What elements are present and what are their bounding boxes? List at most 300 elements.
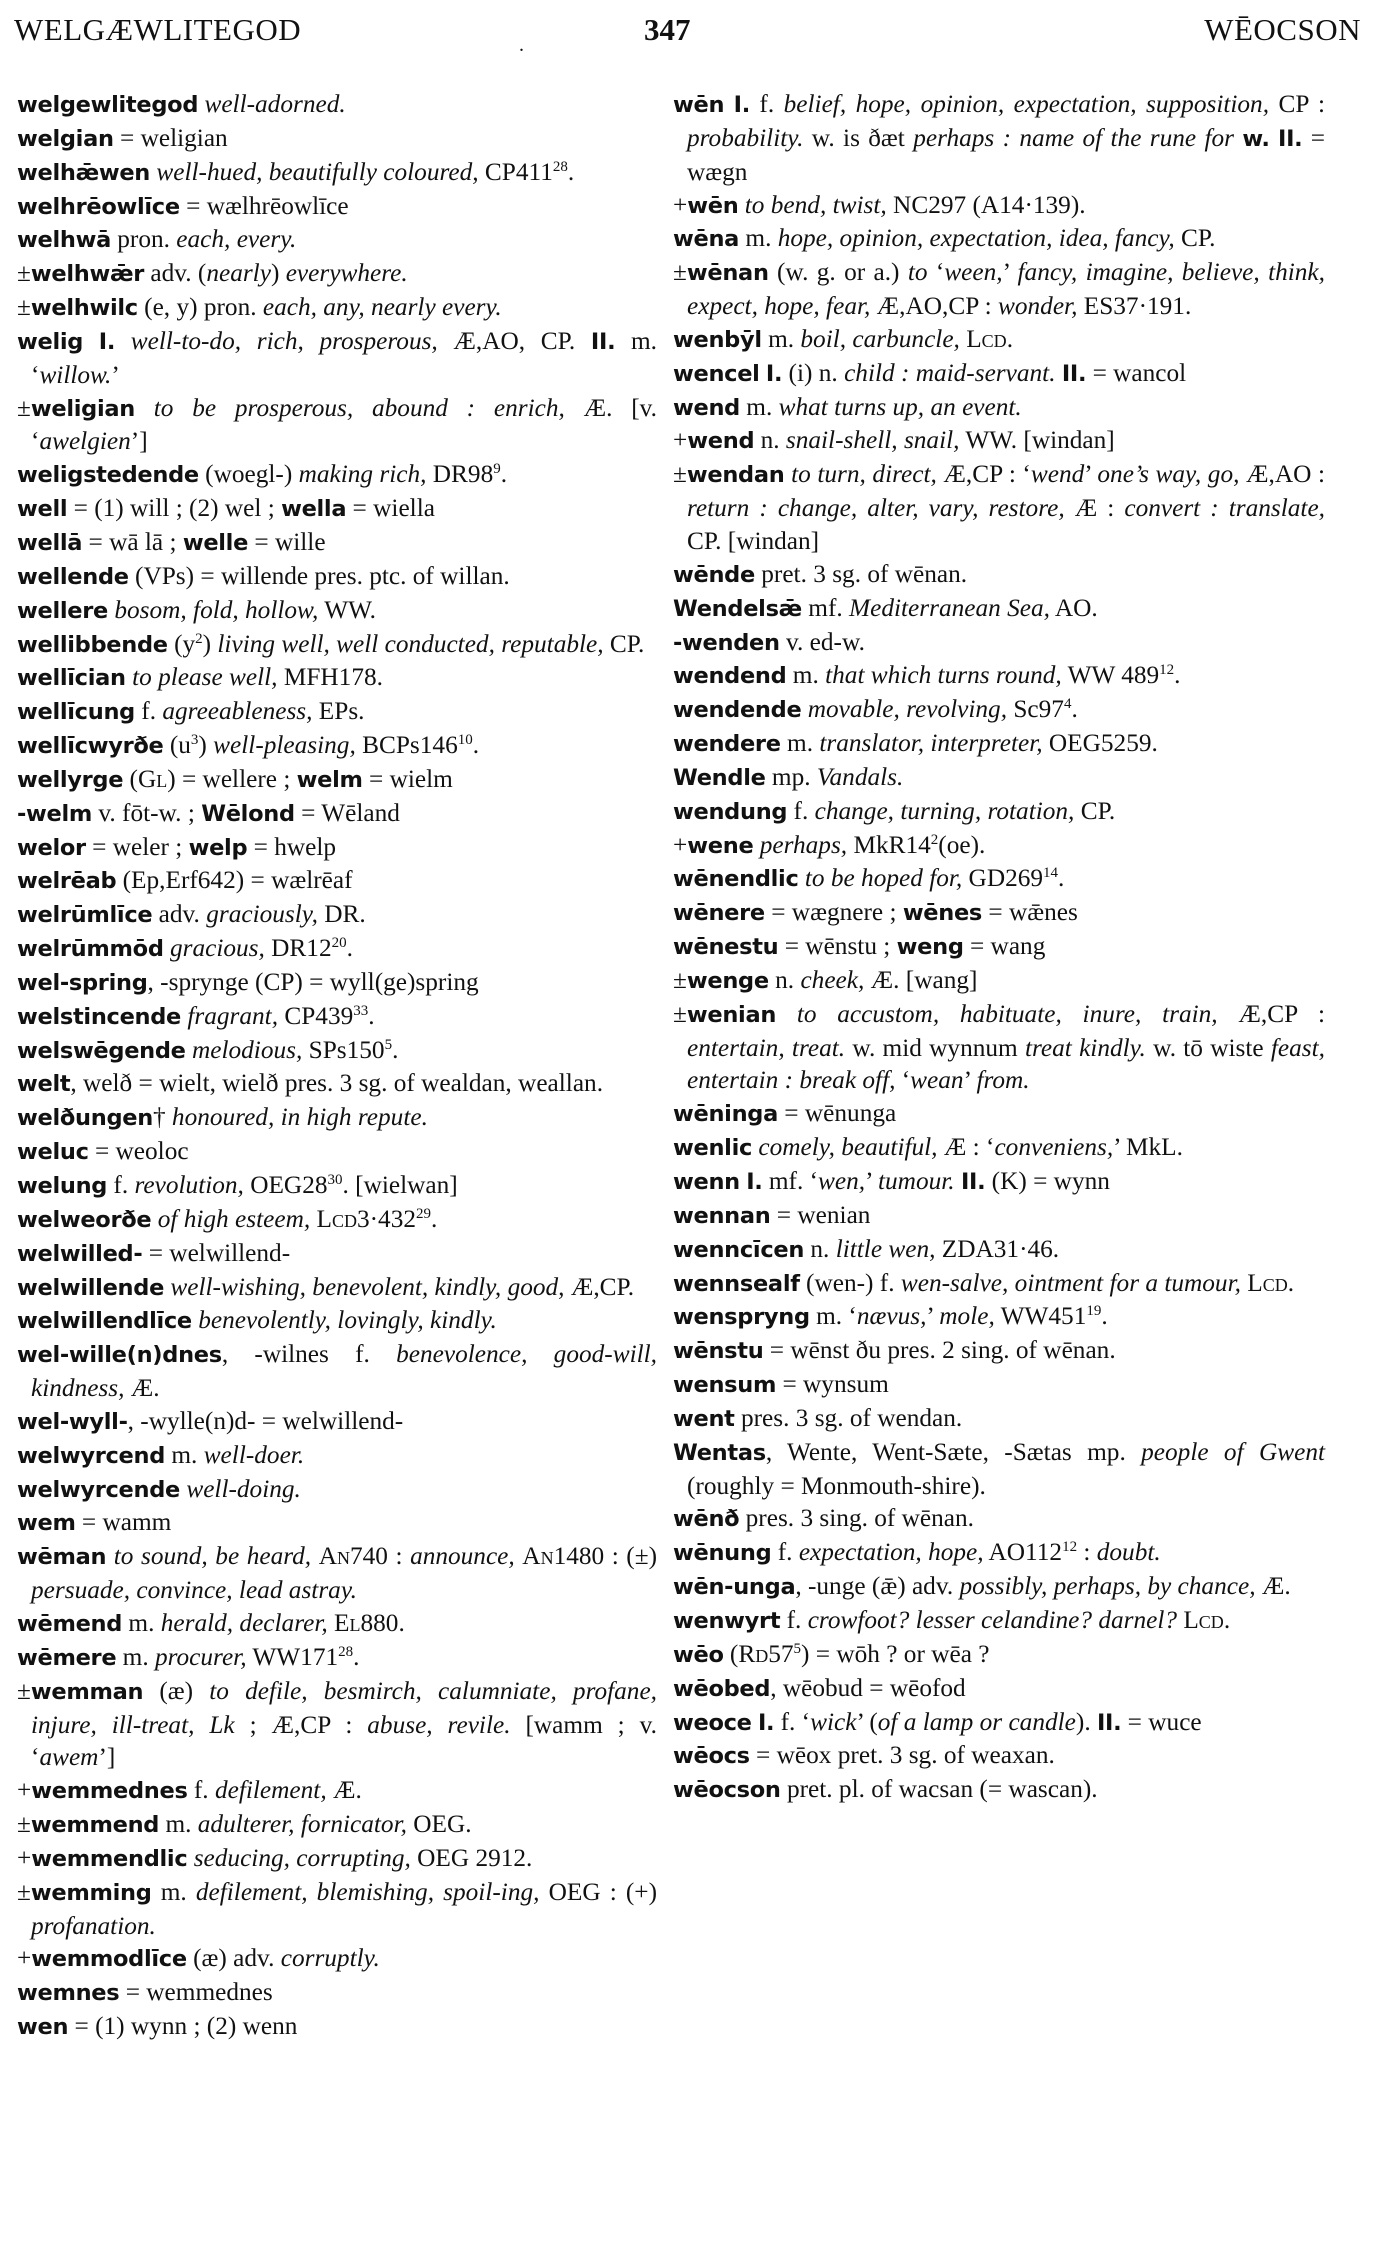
entry-headword: I. — [757, 1709, 775, 1736]
entry-gloss: to bend, twist, — [744, 190, 887, 219]
entry-headword: welgian — [17, 125, 114, 152]
dictionary-entry — [673, 357, 1325, 391]
entry-headword: well — [17, 496, 68, 523]
entry-text: = wille — [248, 527, 326, 556]
entry-text: ’ ( — [856, 1707, 878, 1736]
entry-headword: wendan — [686, 462, 785, 489]
dictionary-entry — [673, 1773, 1325, 1807]
entry-headword: wennsealf — [673, 1270, 800, 1297]
entry-text: + — [17, 1776, 32, 1805]
dictionary-entry — [17, 1169, 657, 1203]
dictionary-entry — [17, 1338, 657, 1405]
entry-text: (oe). — [938, 830, 986, 859]
entry-headword: -welm — [17, 800, 93, 827]
entry-text: ± — [17, 1877, 31, 1906]
dictionary-entry — [673, 1402, 1325, 1436]
entry-headword: weligstedende — [17, 462, 199, 489]
entry-gloss: wonder, — [998, 292, 1078, 321]
entry-headword: welhwā — [17, 227, 111, 254]
entry-gloss: corruptly. — [280, 1944, 380, 1973]
entry-text: = welwillend- — [142, 1238, 291, 1267]
entry-gloss: translator, interpreter, — [819, 729, 1043, 758]
entry-gloss: herald, declarer, — [160, 1608, 328, 1637]
dictionary-entry — [17, 560, 657, 594]
entry-headword: II. — [1278, 125, 1303, 152]
entry-text: . [wielwan] — [342, 1171, 458, 1199]
entry-text: ( — [123, 764, 138, 793]
dictionary-entry — [17, 1774, 657, 1808]
entry-headword: welwyrcend — [17, 1442, 166, 1469]
dictionary-entry — [673, 964, 1325, 998]
entry-headword: wellere — [17, 597, 108, 624]
dictionary-entry — [17, 2010, 657, 2044]
entry-gloss: ween, — [944, 258, 1003, 287]
entry-text: ). — [1075, 1707, 1097, 1736]
entry-abbreviation: An — [522, 1542, 554, 1571]
entry-text: SPs150 — [302, 1035, 385, 1064]
entry-headword: wend — [687, 428, 755, 455]
entry-text: ) — [202, 629, 218, 658]
dictionary-entry — [17, 932, 657, 966]
entry-gloss: child : maid-servant. — [844, 358, 1056, 387]
entry-text: + — [673, 830, 688, 859]
entry-superscript: 19 — [1086, 1303, 1102, 1320]
entry-headword: welp — [188, 834, 248, 861]
dictionary-entry — [17, 1304, 657, 1338]
entry-text: = weler ; — [85, 832, 189, 861]
entry-text: n. — [768, 965, 801, 994]
entry-text: ; Æ,CP : — [234, 1710, 368, 1739]
dictionary-entry — [17, 1101, 657, 1135]
dictionary-entry — [17, 594, 657, 628]
entry-text: Æ. [wang] — [864, 965, 978, 994]
entry-headword: I. — [733, 92, 750, 118]
entry-text: m. — [739, 392, 779, 421]
entry-gloss: benevolence, good-will, kindness, — [31, 1340, 657, 1403]
dictionary-entry — [17, 797, 657, 831]
dictionary-entry — [673, 1672, 1325, 1706]
entry-headword: wēna — [673, 226, 740, 253]
entry-headword: wēo — [673, 1641, 724, 1668]
dictionary-entry — [17, 661, 657, 695]
entry-headword: went — [673, 1405, 735, 1432]
dictionary-entry — [17, 966, 657, 1000]
entry-text: adv. ( — [144, 259, 207, 288]
entry-abbreviation: Lcd — [1247, 1268, 1288, 1297]
entry-headword: wella — [281, 496, 347, 523]
entry-text: mp. — [765, 762, 817, 791]
entry-headword: -wenden — [673, 629, 780, 656]
entry-text: ZDA31·46. — [935, 1234, 1060, 1263]
entry-text: . — [500, 460, 508, 489]
entry-gloss: wen, — [818, 1167, 866, 1195]
left-column — [17, 88, 657, 2044]
entry-gloss: making rich, — [298, 460, 427, 489]
entry-text: , -sprynge (CP) = wyll(ge)spring — [147, 967, 479, 996]
entry-gloss: defilement, — [214, 1776, 327, 1805]
dictionary-entry — [17, 898, 657, 932]
entry-text: = wang — [963, 932, 1046, 961]
entry-gloss: fragrant, — [187, 1001, 279, 1030]
dictionary-entry — [673, 626, 1325, 660]
entry-headword: welhwilc — [30, 295, 138, 322]
entry-headword: wendung — [673, 798, 788, 825]
entry-gloss: awelgien — [39, 427, 131, 456]
entry-headword: wēnstu — [673, 1338, 764, 1365]
entry-text: † — [152, 1103, 172, 1132]
entry-headword: wēnes — [902, 900, 983, 927]
entry-headword: wensum — [673, 1372, 777, 1399]
entry-gloss: perhaps : name of the rune for — [913, 123, 1234, 152]
entry-headword: wēocson — [673, 1777, 781, 1804]
entry-gloss: agreeableness, — [162, 697, 313, 726]
dictionary-entry — [17, 1473, 657, 1507]
entry-text: ± — [673, 460, 687, 489]
entry-headword: wēnere — [673, 900, 765, 927]
entry-text: ’ — [1084, 460, 1098, 489]
entry-gloss: persuade, convince, lead astray. — [31, 1576, 357, 1605]
entry-gloss: wean — [910, 1066, 964, 1095]
right-guide-word: WĒOCSON — [1204, 12, 1361, 47]
dictionary-entry — [17, 1808, 657, 1842]
entry-superscript: 12 — [1159, 662, 1175, 679]
dictionary-entry — [17, 1034, 657, 1068]
entry-gloss: melodious, — [191, 1035, 303, 1064]
entry-text: + — [673, 426, 688, 455]
entry-text: Æ : ‘ — [937, 1133, 995, 1162]
entry-gloss: awem — [39, 1743, 99, 1772]
entry-gloss: well-wishing, benevolent, kindly, good, — [170, 1272, 565, 1301]
entry-text: DR12 — [264, 934, 332, 963]
dictionary-entry — [673, 761, 1325, 795]
dictionary-entry — [673, 391, 1325, 425]
entry-headword: welwyrcende — [17, 1476, 180, 1503]
entry-text: . — [368, 1001, 375, 1030]
entry-text: , -unge (ǣ) adv. — [795, 1572, 960, 1601]
entry-gloss: people of Gwent — [1141, 1437, 1325, 1466]
entry-gloss: adulterer, fornicator, — [197, 1810, 407, 1839]
entry-text: . — [431, 1204, 438, 1233]
entry-text: BCPs146 — [355, 731, 458, 760]
entry-gloss: seducing, corrupting, — [193, 1843, 411, 1872]
entry-text: ± — [17, 293, 31, 322]
entry-text: . — [392, 1035, 399, 1064]
dictionary-entry — [673, 930, 1325, 964]
entry-headword: Wēlond — [201, 800, 295, 827]
entry-text — [83, 327, 99, 355]
entry-gloss: abuse, revile. — [367, 1710, 511, 1739]
entry-text: + — [673, 190, 688, 219]
entry-text — [1270, 124, 1278, 152]
entry-gloss: each, every. — [176, 225, 297, 254]
entry-text: ES37·191. — [1077, 292, 1192, 321]
entry-gloss: convert : translate, — [1124, 494, 1325, 523]
entry-gloss: revolution, — [134, 1171, 244, 1199]
dictionary-entry — [17, 1000, 657, 1034]
entry-headword: Wendelsǣ — [673, 595, 802, 622]
entry-headword: welwilled- — [17, 1240, 143, 1267]
dictionary-entry — [673, 659, 1325, 693]
dictionary-entry — [17, 190, 657, 224]
entry-text — [776, 1000, 797, 1028]
entry-text: m. — [159, 1810, 198, 1839]
entry-text: adv. — [152, 900, 207, 929]
dictionary-entry — [17, 1237, 657, 1271]
entry-text: Æ,AO : — [1239, 460, 1325, 489]
entry-text: f. — [771, 1538, 799, 1567]
entry-headword: wendere — [673, 731, 781, 758]
entry-superscript: 28 — [552, 158, 568, 175]
entry-headword: wellyrge — [17, 766, 124, 793]
entry-headword: welt — [17, 1071, 71, 1098]
entry-gloss: procurer, — [154, 1642, 247, 1671]
dictionary-entry — [673, 189, 1325, 223]
entry-text: (æ) adv. — [186, 1944, 281, 1973]
entry-text: w. tō wiste — [1145, 1033, 1271, 1062]
entry-headword: I. — [98, 328, 116, 355]
entry-text: (y — [167, 629, 196, 658]
dictionary-entry — [673, 1334, 1325, 1368]
dictionary-entry — [17, 392, 657, 459]
entry-text: w. is ðæt — [803, 123, 914, 152]
entry-text: ’ — [111, 360, 120, 389]
dictionary-entry — [673, 1502, 1325, 1536]
entry-text: . — [1223, 1605, 1231, 1634]
entry-gloss: honoured, in high repute. — [171, 1103, 428, 1132]
entry-headword: wellīcung — [17, 699, 135, 726]
entry-text: AO. — [1049, 593, 1098, 622]
entry-superscript: 29 — [416, 1205, 431, 1222]
page-number: 347 — [644, 12, 691, 47]
entry-gloss: possibly, perhaps, by chance, — [959, 1572, 1256, 1601]
dictionary-entry — [673, 1131, 1325, 1165]
entry-text: DR. — [317, 900, 366, 929]
entry-headword: welgewlitegod — [17, 92, 199, 118]
entry-gloss: mole, — [939, 1302, 995, 1331]
entry-text: + — [17, 1944, 32, 1973]
dictionary-entry — [17, 88, 657, 122]
dictionary-entry — [17, 695, 657, 729]
entry-gloss: tumour. — [878, 1167, 955, 1195]
entry-headword: welwillende — [17, 1274, 165, 1301]
entry-gloss: well-to-do, rich, prosperous, — [130, 326, 438, 355]
entry-text: f. — [749, 90, 784, 118]
entry-headword: wem — [17, 1510, 76, 1537]
entry-superscript: 5 — [384, 1036, 393, 1053]
entry-text: ( — [723, 1639, 739, 1668]
dictionary-entry — [17, 223, 657, 257]
entry-gloss: each, any, nearly every. — [262, 293, 502, 322]
dictionary-entry — [17, 1607, 657, 1641]
entry-gloss: well-doer. — [203, 1440, 305, 1469]
entry-headword: wenspryng — [673, 1304, 810, 1331]
entry-text: 740 : — [349, 1542, 411, 1571]
entry-text: ) = wellere ; — [167, 764, 297, 793]
dictionary-entry — [17, 831, 657, 865]
entry-text: . — [567, 157, 575, 186]
entry-text: (e, y) pron. — [137, 293, 263, 322]
entry-text: ± — [673, 965, 687, 994]
dictionary-entry — [17, 763, 657, 797]
entry-text: 1480 : (±) — [553, 1542, 658, 1571]
entry-text: , Wente, Went-Sæte, -Sætas mp. — [765, 1437, 1142, 1466]
entry-text: pron. — [110, 225, 177, 254]
entry-text: mf. ‘ — [762, 1167, 819, 1195]
entry-headword: wēobed — [673, 1675, 771, 1702]
entry-text: = hwelp — [247, 832, 337, 861]
entry-headword: wēmere — [17, 1644, 117, 1671]
header-dot: . — [519, 34, 524, 56]
entry-headword: wēocs — [673, 1743, 750, 1770]
entry-text: m. — [780, 729, 820, 758]
entry-headword: wellende — [17, 563, 129, 590]
entry-text: Æ,CP. — [564, 1272, 635, 1301]
entry-headword: wemming — [30, 1879, 152, 1906]
entry-text: MFH178. — [277, 663, 383, 692]
dictionary-entry — [673, 424, 1325, 458]
entry-text: OEG. — [406, 1810, 472, 1839]
entry-headword: welrūmlīce — [17, 902, 153, 929]
dictionary-entry — [17, 864, 657, 898]
entry-headword: wel-wyll- — [17, 1408, 128, 1435]
entry-text: m. — [116, 1642, 155, 1671]
entry-gloss: from. — [976, 1066, 1030, 1095]
entry-superscript: 33 — [353, 1002, 369, 1019]
entry-text: = wiella — [346, 494, 435, 523]
entry-gloss: nearly — [206, 259, 271, 288]
entry-gloss: to turn, direct, — [791, 460, 937, 489]
entry-text: ) — [198, 731, 214, 760]
entry-gloss: defilement, blemishing, spoil-ing, — [195, 1877, 540, 1906]
entry-superscript: 14 — [1043, 865, 1059, 882]
entry-gloss: probability. — [687, 123, 804, 152]
entry-gloss: belief, hope, opinion, expectation, supposition, — [783, 90, 1270, 118]
entry-gloss: that which turns round, — [825, 661, 1062, 690]
dictionary-entry — [673, 795, 1325, 829]
entry-headword: wēnestu — [673, 934, 779, 961]
entry-text: = (1) will ; (2) wel ; — [67, 494, 282, 523]
dictionary-entry — [17, 1405, 657, 1439]
entry-gloss: what turns up, an event. — [778, 392, 1022, 421]
entry-text: m. — [122, 1608, 161, 1637]
entry-text: f. — [187, 1776, 215, 1805]
entry-headword: wellibbende — [17, 631, 168, 658]
entry-gloss: wend — [1030, 460, 1085, 489]
entry-text: ‘ — [895, 1066, 911, 1095]
entry-gloss: to be prosperous, abound : enrich, — [153, 393, 565, 422]
entry-text: ’ MkL. — [1113, 1133, 1183, 1162]
entry-headword: II. — [590, 328, 616, 355]
entry-abbreviation: El — [334, 1608, 361, 1637]
entry-text: ’ — [865, 1167, 878, 1195]
entry-gloss: to — [907, 258, 928, 287]
entry-gloss: return : change, alter, vary, restore, — [687, 494, 1065, 523]
entry-headword: wenian — [686, 1001, 777, 1028]
entry-text: m. — [165, 1440, 204, 1469]
entry-superscript: 28 — [338, 1643, 354, 1660]
entry-text: f. — [107, 1171, 135, 1199]
entry-gloss: Vandals. — [816, 762, 904, 791]
entry-gloss: little wen, — [835, 1234, 936, 1263]
entry-headword: welstincende — [17, 1003, 182, 1030]
dictionary-entry — [673, 1436, 1325, 1503]
dictionary-entry — [17, 1876, 657, 1943]
dictionary-entry — [673, 1199, 1325, 1233]
entry-headword: welrēab — [17, 868, 117, 895]
entry-text: WW. [windan] — [959, 426, 1115, 455]
dictionary-entry — [17, 1067, 657, 1101]
entry-text: = wynsum — [776, 1370, 889, 1399]
entry-superscript: 30 — [327, 1172, 343, 1188]
entry-headword: II. — [1061, 360, 1087, 387]
entry-headword: wel-spring — [17, 969, 148, 996]
entry-headword: wendend — [673, 663, 787, 690]
entry-text: + — [17, 1843, 32, 1872]
dictionary-entry — [673, 558, 1325, 592]
dictionary-entry — [17, 1842, 657, 1876]
entry-text: 3·432 — [356, 1204, 416, 1233]
dictionary-entry — [17, 1675, 657, 1775]
entry-text: Æ,AO, CP. — [437, 326, 591, 355]
dictionary-entry — [17, 1203, 657, 1237]
dictionary-entry — [17, 1641, 657, 1675]
entry-text: CP. — [603, 629, 645, 658]
entry-text: (Ep,Erf642) = wælrēaf — [116, 866, 353, 895]
entry-text: n. — [804, 1234, 836, 1263]
dictionary-entry — [17, 458, 657, 492]
entry-headword: w. — [1242, 125, 1270, 152]
entry-gloss: to please well, — [132, 663, 278, 692]
entry-text: (VPs) = willende pres. ptc. of willan. — [128, 561, 510, 590]
entry-gloss: fancy, imagine, believe, think, expect, hope, fear, — [687, 258, 1325, 321]
entry-gloss: entertain, treat. — [687, 1033, 846, 1062]
entry-headword: wendende — [673, 697, 802, 724]
entry-headword: wēman — [17, 1544, 107, 1571]
entry-gloss: gracious, — [169, 934, 265, 963]
entry-text: 880. — [360, 1608, 405, 1637]
entry-gloss: wick — [810, 1707, 857, 1736]
entry-gloss: movable, revolving, — [807, 695, 1008, 724]
dictionary-entry — [673, 1368, 1325, 1402]
entry-text: = weoloc — [88, 1137, 189, 1166]
entry-text: Æ,CP : — [1217, 999, 1325, 1028]
entry-text: ± — [17, 393, 31, 422]
entry-headword: wēn — [673, 92, 725, 118]
dictionary-entry — [17, 1942, 657, 1976]
entry-text: (æ) — [143, 1676, 210, 1705]
entry-headword: wemnes — [17, 1980, 120, 2007]
entry-headword: weligian — [30, 395, 135, 422]
entry-text: ± — [17, 259, 31, 288]
entry-text: . — [1006, 324, 1014, 353]
entry-text: = wancol — [1086, 358, 1187, 387]
entry-gloss: well-pleasing, — [213, 731, 356, 760]
entry-text: v. fōt-w. ; — [92, 798, 202, 827]
dictionary-entry — [17, 325, 657, 392]
entry-gloss: change, turning, rotation, — [814, 796, 1075, 825]
dictionary-entry — [673, 1536, 1325, 1570]
entry-text: ) — [270, 259, 286, 288]
entry-headword: wen — [17, 2014, 69, 2041]
entry-gloss: wen-salve, ointment for a tumour, — [900, 1268, 1241, 1297]
dictionary-entry — [673, 862, 1325, 896]
entry-headword: wenlic — [673, 1135, 753, 1162]
entry-headword: II. — [1096, 1709, 1122, 1736]
entry-headword: wēnð — [673, 1506, 740, 1533]
entry-text — [115, 327, 131, 355]
entry-text: ± — [17, 1676, 31, 1705]
entry-gloss: boil, carbuncle, — [800, 324, 960, 353]
